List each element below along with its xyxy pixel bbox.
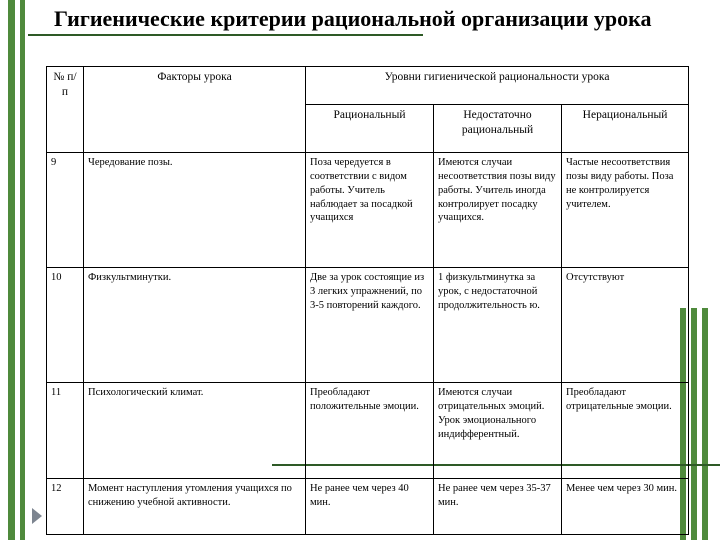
row-irrational: Частые несоответствия позы виду работы. Поза не контролируется учителем. bbox=[562, 153, 689, 268]
row-insufficient: 1 физкультминутка за урок, с недостаточной продолжительность ю. bbox=[434, 268, 562, 383]
header-levels: Уровни гигиенической рациональности урока bbox=[306, 67, 689, 105]
row-factor: Чередование позы. bbox=[84, 153, 306, 268]
row-num: 10 bbox=[47, 268, 84, 383]
row-insufficient: Имеются случаи отрицательных эмоций. Урок эмоционального индифферентный. bbox=[434, 383, 562, 479]
row-num: 9 bbox=[47, 153, 84, 268]
page-title: Гигиенические критерии рациональной организации урока bbox=[54, 6, 652, 31]
table-row bbox=[47, 153, 689, 268]
row-num: 12 bbox=[47, 479, 84, 535]
row-num: 11 bbox=[47, 383, 84, 479]
header-rational: Рациональный bbox=[306, 105, 434, 153]
criteria-table bbox=[46, 66, 689, 535]
row-insufficient: Имеются случаи несоответствия позы виду работы. Учитель иногда контролирует посадку учащихся. bbox=[434, 153, 562, 268]
left-bar-2 bbox=[20, 0, 25, 540]
header-irrational: Нерациональный bbox=[562, 105, 689, 153]
header-factors: Факторы урока bbox=[84, 67, 306, 153]
row-factor: Психологический климат. bbox=[84, 383, 306, 479]
table-row bbox=[47, 479, 689, 535]
row-irrational: Менее чем через 30 мин. bbox=[562, 479, 689, 535]
header-num: № п/п bbox=[47, 67, 84, 153]
row-rational: Не ранее чем через 40 мин. bbox=[306, 479, 434, 535]
row-insufficient: Не ранее чем через 35-37 мин. bbox=[434, 479, 562, 535]
right-bar-3 bbox=[702, 308, 708, 540]
row-rational: Преобладают положительные эмоции. bbox=[306, 383, 434, 479]
table-row bbox=[47, 268, 689, 383]
row-irrational: Преобладают отрицательные эмоции. bbox=[562, 383, 689, 479]
right-bar-2 bbox=[691, 308, 697, 540]
header-row bbox=[47, 67, 689, 105]
table-row bbox=[47, 383, 689, 479]
row-factor: Физкультминутки. bbox=[84, 268, 306, 383]
row-irrational: Отсутствуют bbox=[562, 268, 689, 383]
header-insufficient: Недостаточно рациональный bbox=[434, 105, 562, 153]
play-arrow-icon[interactable] bbox=[32, 508, 42, 524]
left-bar-1 bbox=[8, 0, 15, 540]
row-rational: Поза чередуется в соответствии с видом работы. Учитель наблюдает за посадкой учащихся bbox=[306, 153, 434, 268]
row-rational: Две за урок состоящие из 3 легких упражнений, по 3-5 повторений каждого. bbox=[306, 268, 434, 383]
row-factor: Момент наступления утомления учащихся по снижению учебной активности. bbox=[84, 479, 306, 535]
title-underline bbox=[28, 34, 423, 36]
